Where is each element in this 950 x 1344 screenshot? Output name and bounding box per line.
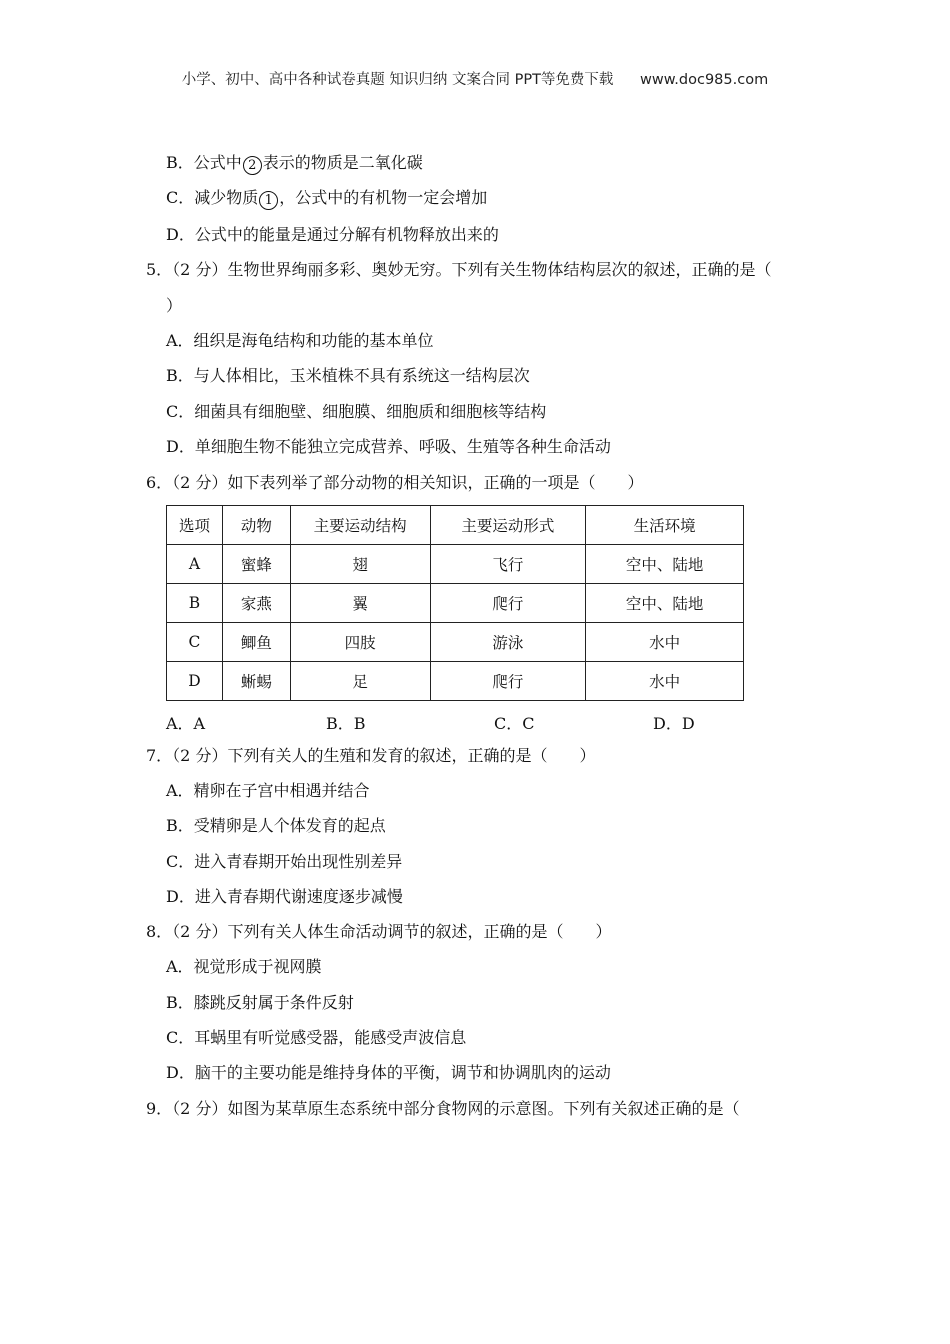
q7-option-d[interactable]: D．进入青春期代谢速度逐步减慢	[166, 887, 403, 906]
q6-stem: 6．（2 分）如下表列举了部分动物的相关知识，正确的一项是（ ）	[146, 473, 644, 492]
q4-option-b[interactable]	[166, 153, 423, 175]
table-header-row	[167, 506, 744, 545]
table-cell: 飞行	[430, 545, 586, 584]
table-cell: A	[167, 545, 223, 584]
q4-option-c-pre: C．减少物质	[166, 188, 259, 207]
header-site-text: 小学、初中、高中各种试卷真题 知识归纳 文案合同 PPT等免费下载	[181, 72, 614, 88]
q4-option-d[interactable]: D．公式中的能量是通过分解有机物释放出来的	[166, 225, 499, 244]
circled-number-1: 1	[259, 191, 278, 210]
table-cell: 鲫鱼	[222, 623, 290, 662]
q7-option-a[interactable]: A．精卵在子宫中相遇并结合	[166, 781, 370, 800]
table-row	[167, 662, 744, 701]
table-header-cell: 主要运动形式	[430, 506, 586, 545]
table-row	[167, 623, 744, 662]
table-header-cell: 动物	[222, 506, 290, 545]
table-cell: 蜜蜂	[222, 545, 290, 584]
q5-option-b[interactable]: B．与人体相比，玉米植株不具有系统这一结构层次	[166, 366, 530, 385]
q4-option-b-post: 表示的物质是二氧化碳	[262, 153, 423, 172]
q8-stem: 8．（2 分）下列有关人体生命活动调节的叙述，正确的是（ ）	[146, 922, 612, 941]
table-cell: 水中	[586, 662, 744, 701]
q5-stem-cont: ）	[166, 296, 183, 315]
table-cell: 空中、陆地	[586, 545, 744, 584]
header-url[interactable]: www.doc985.com	[640, 72, 769, 88]
q5-stem: 5．（2 分）生物世界绚丽多彩、奥妙无穷。下列有关生物体结构层次的叙述，正确的是（	[146, 260, 772, 279]
circled-number-2: 2	[243, 156, 262, 175]
q5-option-a[interactable]: A．组织是海龟结构和功能的基本单位	[166, 331, 434, 350]
table-cell: C	[167, 623, 223, 662]
q9-stem: 9．（2 分）如图为某草原生态系统中部分食物网的示意图。下列有关叙述正确的是（	[146, 1099, 740, 1118]
animal-table	[166, 505, 744, 701]
table-row	[167, 545, 744, 584]
table-header-cell: 选项	[167, 506, 223, 545]
q8-option-b[interactable]: B．膝跳反射属于条件反射	[166, 993, 354, 1012]
q6-choice-c[interactable]: C．C	[494, 714, 535, 733]
q4-option-b-pre: B．公式中	[166, 153, 242, 172]
q6-choice-a[interactable]: A．A	[166, 714, 206, 733]
q4-option-c[interactable]	[166, 188, 487, 210]
q6-choice-d[interactable]: D．D	[653, 714, 695, 733]
table-cell: 水中	[586, 623, 744, 662]
q7-option-b[interactable]: B．受精卵是人个体发育的起点	[166, 816, 386, 835]
table-cell: 蜥蜴	[222, 662, 290, 701]
table-cell: 爬行	[430, 662, 586, 701]
q5-option-c[interactable]: C．细菌具有细胞壁、细胞膜、细胞质和细胞核等结构	[166, 402, 547, 421]
table-cell: 家燕	[222, 584, 290, 623]
table-cell: 足	[290, 662, 430, 701]
table-cell: 翼	[290, 584, 430, 623]
q7-option-c[interactable]: C．进入青春期开始出现性别差异	[166, 852, 403, 871]
q8-option-d[interactable]: D．脑干的主要功能是维持身体的平衡，调节和协调肌肉的运动	[166, 1063, 611, 1082]
table-header-cell: 生活环境	[586, 506, 744, 545]
table-cell: 空中、陆地	[586, 584, 744, 623]
table-cell: 游泳	[430, 623, 586, 662]
q6-choices	[166, 711, 726, 733]
page-header	[0, 68, 950, 89]
q5-option-d[interactable]: D．单细胞生物不能独立完成营养、呼吸、生殖等各种生命活动	[166, 437, 611, 456]
table-cell: D	[167, 662, 223, 701]
q4-option-c-post: ，公式中的有机物一定会增加	[279, 188, 488, 207]
table-cell: 翅	[290, 545, 430, 584]
q8-option-a[interactable]: A．视觉形成于视网膜	[166, 957, 322, 976]
table-cell: B	[167, 584, 223, 623]
q6-choice-b[interactable]: B．B	[326, 714, 366, 733]
table-cell: 四肢	[290, 623, 430, 662]
table-cell: 爬行	[430, 584, 586, 623]
q8-option-c[interactable]: C．耳蜗里有听觉感受器，能感受声波信息	[166, 1028, 467, 1047]
table-header-cell: 主要运动结构	[290, 506, 430, 545]
table-row	[167, 584, 744, 623]
q7-stem: 7．（2 分）下列有关人的生殖和发育的叙述，正确的是（ ）	[146, 746, 596, 765]
